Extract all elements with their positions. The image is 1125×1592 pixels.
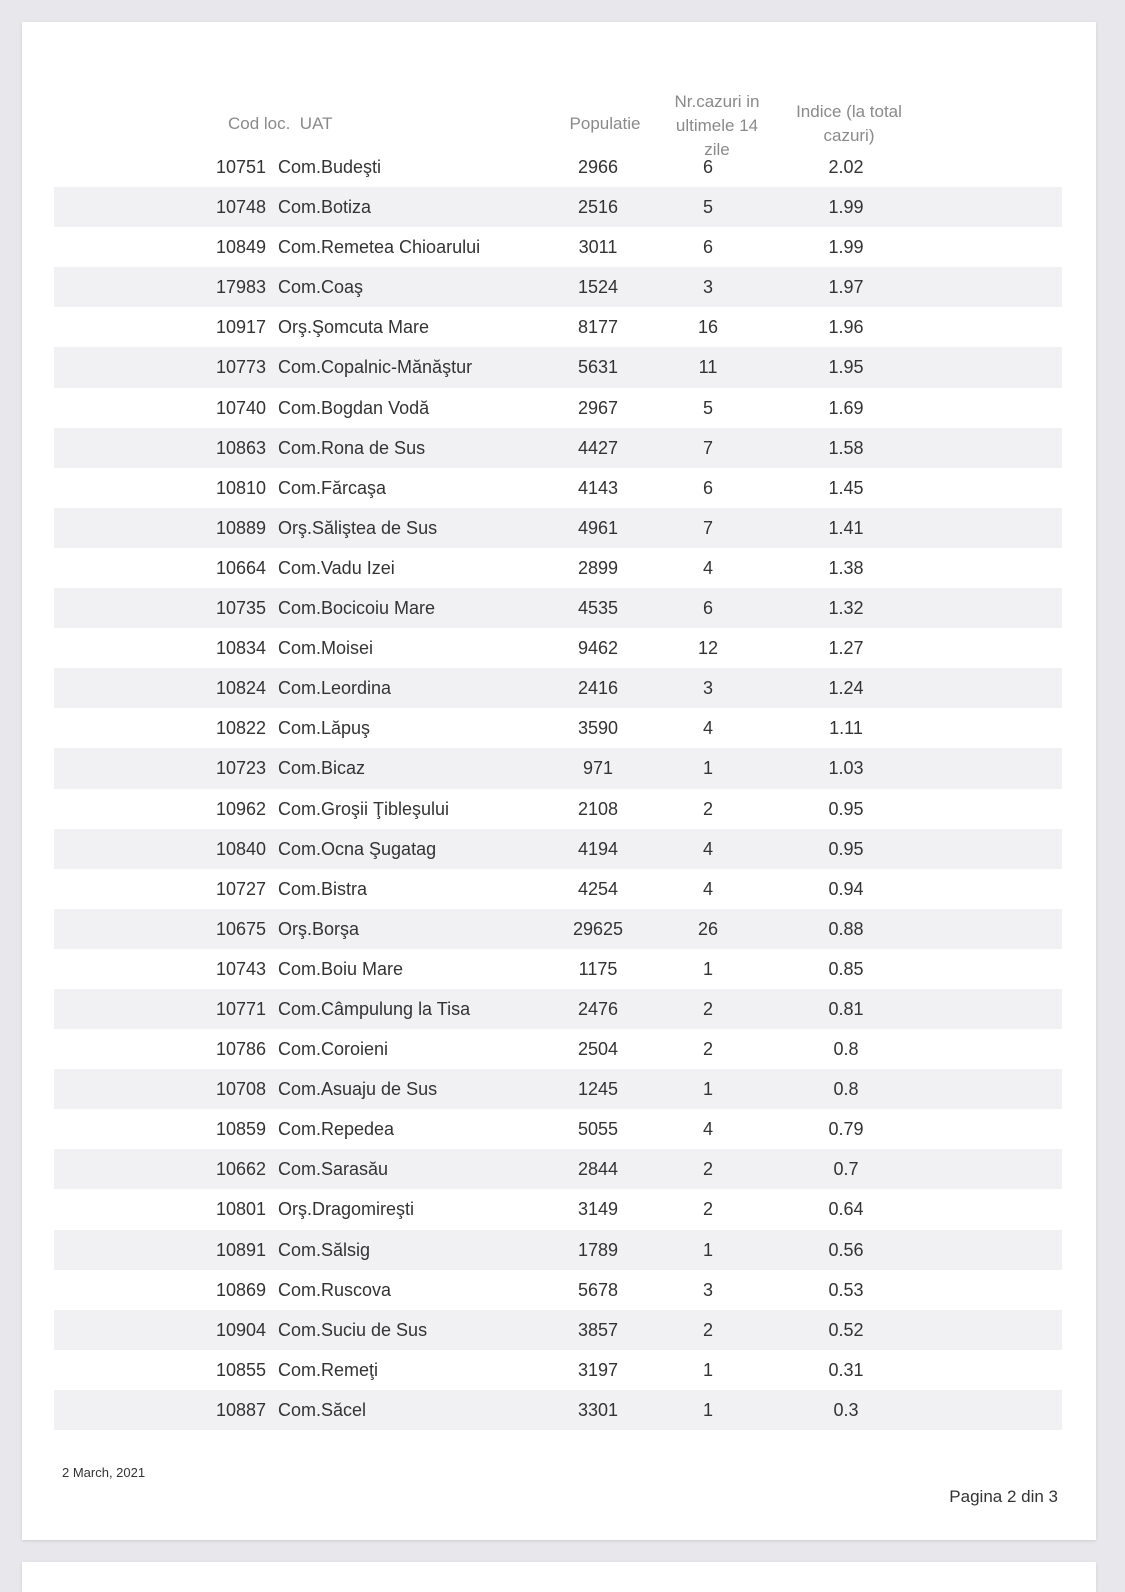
row-cases: 4 xyxy=(702,557,713,578)
table-row xyxy=(54,307,1062,347)
table-row xyxy=(54,1109,1062,1149)
row-population: 1524 xyxy=(577,277,619,298)
row-code: 10773 xyxy=(216,357,267,378)
row-index: 0.81 xyxy=(828,998,864,1019)
table-row xyxy=(54,1270,1062,1310)
row-index: 1.95 xyxy=(828,357,864,378)
table-row xyxy=(54,227,1062,267)
row-locality-name: Com.Bicaz xyxy=(278,758,366,779)
row-index: 1.69 xyxy=(828,397,864,418)
row-locality-name: Com.Copalnic-Mănăştur xyxy=(278,357,473,378)
row-code: 10708 xyxy=(216,1079,267,1100)
data-table-body xyxy=(54,147,1062,1430)
row-code: 10735 xyxy=(216,598,267,619)
row-population: 5055 xyxy=(577,1119,619,1140)
row-population: 2108 xyxy=(577,798,619,819)
row-population: 971 xyxy=(582,758,614,779)
row-population: 4427 xyxy=(577,437,619,458)
row-index: 0.95 xyxy=(828,798,864,819)
header-code-name: Cod loc. UAT xyxy=(228,114,333,133)
row-code: 10917 xyxy=(216,317,267,338)
row-index: 0.53 xyxy=(828,1279,864,1300)
table-row xyxy=(54,829,1062,869)
row-population: 1789 xyxy=(577,1239,619,1260)
row-locality-name: Com.Bocicoiu Mare xyxy=(278,598,436,619)
row-index: 0.85 xyxy=(828,958,864,979)
row-code: 10887 xyxy=(216,1399,267,1420)
row-index: 1.58 xyxy=(828,437,864,458)
row-population: 3857 xyxy=(577,1319,619,1340)
row-locality-name: Orş.Săliştea de Sus xyxy=(278,517,438,538)
page-number: Pagina 2 din 3 xyxy=(949,1487,1058,1506)
row-cases: 11 xyxy=(698,357,718,378)
row-index: 0.95 xyxy=(828,838,864,859)
row-index: 1.11 xyxy=(829,718,863,739)
row-code: 10743 xyxy=(216,958,267,979)
table-row xyxy=(54,1390,1062,1430)
row-cases: 16 xyxy=(697,317,719,338)
row-population: 1245 xyxy=(577,1079,619,1100)
row-code: 10771 xyxy=(216,998,267,1019)
header-cases-line: ultimele 14 xyxy=(675,116,759,135)
table-row xyxy=(54,147,1062,187)
header-index-line: Indice (la total xyxy=(796,102,902,121)
row-population: 2504 xyxy=(577,1039,619,1060)
row-locality-name: Com.Ruscova xyxy=(278,1279,392,1300)
row-cases: 1 xyxy=(702,758,713,779)
row-locality-name: Com.Suciu de Sus xyxy=(278,1319,428,1340)
table-row xyxy=(54,1149,1062,1189)
table-row xyxy=(54,347,1062,387)
row-population: 9462 xyxy=(577,638,619,659)
table-row xyxy=(54,789,1062,829)
row-cases: 4 xyxy=(702,718,713,739)
table-row xyxy=(54,628,1062,668)
row-index: 1.27 xyxy=(828,638,864,659)
row-code: 10740 xyxy=(216,397,267,418)
row-cases: 2 xyxy=(702,1319,713,1340)
row-population: 2844 xyxy=(577,1159,619,1180)
row-population: 2516 xyxy=(577,197,619,218)
row-code: 10810 xyxy=(216,477,267,498)
row-index: 1.99 xyxy=(828,237,864,258)
header-population: Populatie xyxy=(569,114,641,133)
row-locality-name: Com.Coaş xyxy=(278,277,364,298)
row-cases: 2 xyxy=(702,1159,713,1180)
row-cases: 2 xyxy=(702,998,713,1019)
row-locality-name: Com.Budeşti xyxy=(278,157,382,177)
row-population: 2476 xyxy=(577,998,619,1019)
table-row xyxy=(54,388,1062,428)
row-cases: 1 xyxy=(702,1359,713,1380)
row-cases: 6 xyxy=(702,157,713,177)
table-row xyxy=(54,1350,1062,1390)
row-index: 0.64 xyxy=(828,1199,864,1220)
row-locality-name: Com.Bogdan Vodă xyxy=(278,397,430,418)
row-population: 2416 xyxy=(577,678,619,699)
row-index: 0.52 xyxy=(828,1319,864,1340)
row-cases: 1 xyxy=(702,1079,713,1100)
row-code: 10891 xyxy=(216,1239,267,1260)
row-locality-name: Com.Sarasău xyxy=(278,1159,389,1180)
row-cases: 6 xyxy=(702,477,713,498)
row-cases: 5 xyxy=(702,197,713,218)
table-row xyxy=(54,1310,1062,1350)
row-population: 2967 xyxy=(577,397,619,418)
row-code: 10863 xyxy=(216,437,267,458)
row-population: 8177 xyxy=(577,317,619,338)
row-index: 0.56 xyxy=(828,1239,864,1260)
table-row xyxy=(54,668,1062,708)
row-locality-name: Com.Vadu Izei xyxy=(278,557,395,578)
row-index: 2.02 xyxy=(828,157,864,177)
row-index: 1.24 xyxy=(828,678,864,699)
row-locality-name: Com.Boiu Mare xyxy=(278,958,404,979)
row-locality-name: Com.Coroieni xyxy=(278,1039,389,1060)
row-locality-name: Com.Lăpuş xyxy=(278,718,371,739)
row-index: 1.96 xyxy=(828,317,864,338)
header-index xyxy=(784,100,914,148)
row-locality-name: Orş.Şomcuta Mare xyxy=(278,317,430,338)
row-index: 0.8 xyxy=(833,1079,859,1100)
row-population: 3590 xyxy=(577,718,619,739)
row-population: 3149 xyxy=(577,1199,619,1220)
row-locality-name: Com.Botiza xyxy=(278,197,372,218)
row-locality-name: Com.Asuaju de Sus xyxy=(278,1079,438,1100)
row-code: 10748 xyxy=(216,197,267,218)
table-row xyxy=(54,187,1062,227)
row-code: 10723 xyxy=(216,758,267,779)
row-index: 1.41 xyxy=(828,517,864,538)
table-row xyxy=(54,548,1062,588)
table-row xyxy=(54,869,1062,909)
row-index: 0.7 xyxy=(833,1159,859,1180)
row-code: 10822 xyxy=(216,718,267,739)
row-locality-name: Com.Fărcaşa xyxy=(278,477,387,498)
header-cases-line: Nr.cazuri in xyxy=(674,92,760,111)
table-row xyxy=(54,1029,1062,1069)
row-cases: 1 xyxy=(702,1399,713,1420)
row-cases: 2 xyxy=(702,1039,713,1060)
row-population: 2899 xyxy=(577,557,619,578)
row-index: 0.88 xyxy=(828,918,864,939)
row-locality-name: Com.Câmpulung la Tisa xyxy=(278,998,471,1019)
row-locality-name: Orş.Borşa xyxy=(278,918,360,939)
row-index: 1.32 xyxy=(828,598,864,619)
row-population: 4254 xyxy=(577,878,619,899)
row-index: 1.97 xyxy=(828,277,864,298)
footer-date: 2 March, 2021 xyxy=(62,1465,146,1480)
row-population: 3011 xyxy=(578,237,618,258)
table-row xyxy=(54,1069,1062,1109)
row-code: 10834 xyxy=(216,638,267,659)
row-code: 10751 xyxy=(216,157,267,177)
row-cases: 4 xyxy=(702,838,713,859)
row-code: 10962 xyxy=(216,798,267,819)
row-locality-name: Com.Ocna Şugatag xyxy=(278,838,437,859)
table-row xyxy=(54,949,1062,989)
row-index: 1.99 xyxy=(828,197,864,218)
row-index: 0.8 xyxy=(833,1039,859,1060)
row-cases: 2 xyxy=(702,798,713,819)
row-code: 10824 xyxy=(216,678,267,699)
row-code: 10849 xyxy=(216,237,267,258)
row-cases: 6 xyxy=(702,237,713,258)
row-cases: 3 xyxy=(702,1279,713,1300)
row-cases: 4 xyxy=(702,1119,713,1140)
row-index: 1.38 xyxy=(828,557,864,578)
row-population: 4194 xyxy=(577,838,619,859)
row-cases: 5 xyxy=(702,397,713,418)
row-cases: 7 xyxy=(702,517,713,538)
row-locality-name: Com.Moisei xyxy=(278,638,374,659)
row-locality-name: Com.Săcel xyxy=(278,1399,367,1420)
row-code: 10662 xyxy=(216,1159,267,1180)
row-code: 10801 xyxy=(216,1199,267,1220)
row-locality-name: Com.Leordina xyxy=(278,678,392,699)
table-row xyxy=(54,267,1062,307)
row-population: 3197 xyxy=(577,1359,619,1380)
row-code: 17983 xyxy=(216,277,267,298)
header-cases-line: zile xyxy=(704,140,730,159)
row-index: 1.03 xyxy=(828,758,864,779)
row-locality-name: Com.Bistra xyxy=(278,878,368,899)
table-row xyxy=(54,1189,1062,1229)
row-cases: 7 xyxy=(702,437,713,458)
row-locality-name: Orş.Dragomireşti xyxy=(278,1199,415,1220)
row-index: 0.3 xyxy=(833,1399,859,1420)
header-index-line: cazuri) xyxy=(823,126,875,145)
row-population: 2966 xyxy=(577,157,619,177)
row-code: 10904 xyxy=(216,1319,267,1340)
row-code: 10855 xyxy=(216,1359,267,1380)
document-page xyxy=(22,22,1096,1540)
table-row xyxy=(54,748,1062,788)
row-locality-name: Com.Repedea xyxy=(278,1119,395,1140)
row-cases: 3 xyxy=(702,277,713,298)
row-population: 1175 xyxy=(578,958,618,979)
row-code: 10786 xyxy=(216,1039,267,1060)
row-population: 4143 xyxy=(577,477,619,498)
row-index: 0.31 xyxy=(828,1359,864,1380)
row-population: 5631 xyxy=(577,357,619,378)
table-row xyxy=(54,428,1062,468)
table-row xyxy=(54,468,1062,508)
row-code: 10889 xyxy=(216,517,267,538)
row-locality-name: Com.Remeţi xyxy=(278,1359,379,1380)
row-population: 3301 xyxy=(577,1399,619,1420)
row-cases: 1 xyxy=(702,1239,713,1260)
table-row xyxy=(54,508,1062,548)
next-page-edge xyxy=(22,1562,1096,1592)
row-cases: 4 xyxy=(702,878,713,899)
table-row xyxy=(54,708,1062,748)
row-locality-name: Com.Remetea Chioarului xyxy=(278,237,481,258)
row-index: 0.79 xyxy=(828,1119,864,1140)
table-row xyxy=(54,1230,1062,1270)
table-row xyxy=(54,909,1062,949)
row-cases: 1 xyxy=(702,958,713,979)
table-row xyxy=(54,989,1062,1029)
row-code: 10840 xyxy=(216,838,267,859)
row-cases: 6 xyxy=(702,598,713,619)
row-cases: 12 xyxy=(697,638,719,659)
row-locality-name: Com.Groşii Ţibleşului xyxy=(278,798,450,819)
row-population: 4961 xyxy=(577,517,619,538)
row-index: 0.94 xyxy=(828,878,864,899)
row-population: 5678 xyxy=(577,1279,619,1300)
row-locality-name: Com.Sălsig xyxy=(278,1239,371,1260)
row-cases: 3 xyxy=(702,678,713,699)
row-code: 10859 xyxy=(216,1119,267,1140)
row-cases: 2 xyxy=(702,1199,713,1220)
row-cases: 26 xyxy=(697,918,719,939)
row-population: 29625 xyxy=(572,918,624,939)
row-code: 10664 xyxy=(216,557,267,578)
row-index: 1.45 xyxy=(828,477,864,498)
row-code: 10675 xyxy=(216,918,267,939)
row-locality-name: Com.Rona de Sus xyxy=(278,437,426,458)
table-row xyxy=(54,588,1062,628)
row-code: 10727 xyxy=(216,878,267,899)
row-population: 4535 xyxy=(577,598,619,619)
row-code: 10869 xyxy=(216,1279,267,1300)
